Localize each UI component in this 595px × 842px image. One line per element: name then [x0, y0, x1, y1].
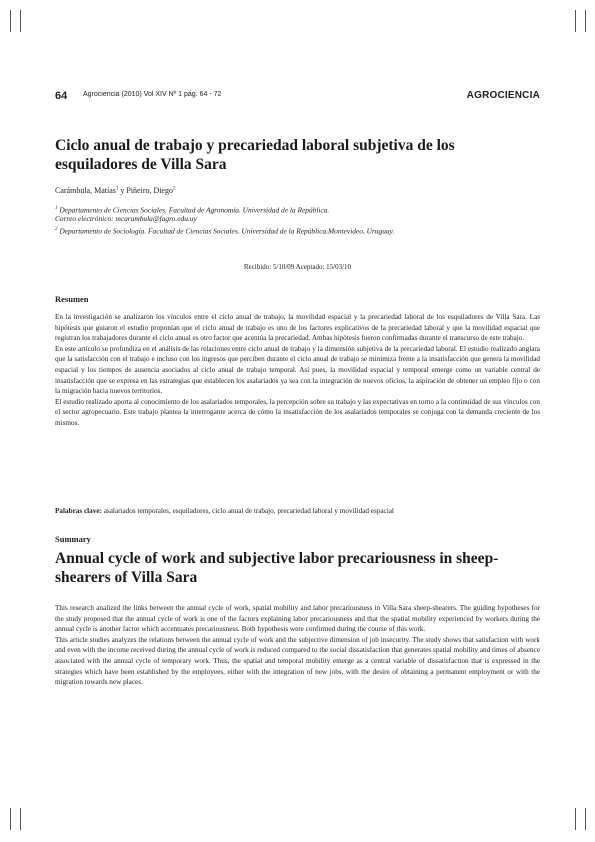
affil-1-sup: 1: [55, 206, 58, 211]
summary-body: [55, 603, 540, 688]
summary-paragraph: This article studies analyzes the relations between the annual cycle of work and the subjective dimension of job insecurity. The study shows that satisfaction with work and even with the income received during the annual cycle of work is reduced compared to the social dissatisfaction that generates spatial mobility and times of absence associated with the annual cycle of temporary work. Thus, the spatial and temporal mobility emerge as a central variable of dissatisfaction that is expressed in the strategies which have been established by the employees, either with the integration of new jobs, with the desire of obtaining a permanent employment or with the migration towards new places.: [55, 635, 540, 687]
author-2-sup: 2: [173, 186, 176, 192]
affil-2-text: Departamento de Sociología. Facultad de Ciencias Sociales. Universidad de la República.Montevideo, Uruguay.: [57, 226, 395, 236]
keywords-label: Palabras clave:: [55, 507, 102, 515]
author-1-sup: 1: [115, 186, 119, 192]
crop-mark: [20, 10, 21, 32]
affil-2-sup: 2: [55, 227, 58, 232]
running-header: [55, 90, 540, 104]
resumen-paragraph: En la investigación se analizaron los vínculos entre el ciclo anual de trabajo, la movilidad espacial y la precariedad laboral de los esquiladores de Villa Sara. Las hipótesis que guiaron el estudio proponían que el ciclo anual de trabajo es uno de los factores explicativos de la precariedad laboral y que la movilidad espacial que registran los trabajadores durante el ciclo anual es otro factor que acentúa la precariedad. Ambas hipótesis fueron confirmadas durante el transcurso de este trabajo.: [55, 313, 540, 343]
resumen-paragraph: El estudio realizado aporta al conocimiento de los asalariados temporales, la percepción sobre su trabajo y las expectativas en torno a la continuidad de sus vínculos con el sector agropecuario. Este trabajo plantea la interrogante acerca de cómo la insatisfacción de los asalariados temporales se conjuga con la demanda creciente de los mismos.: [55, 397, 540, 427]
article-title-es: Ciclo anual de trabajo y precariedad laboral subjetiva de los esquiladores de Villa Sara: [55, 137, 455, 173]
keywords: [55, 507, 540, 515]
keywords-text: asalariados temporales, esquiladores, ciclo anual de trabajo, precariedad laboral y movilidad espacial: [101, 507, 394, 515]
crop-mark: [575, 808, 576, 830]
crop-mark: [10, 10, 11, 32]
journal-brand: AGROCIENCIA: [466, 90, 540, 101]
dates: Recibido: 5/10/09 Aceptado: 15/03/10: [243, 263, 352, 271]
crop-mark: [585, 808, 586, 830]
crop-mark: [20, 808, 21, 830]
resumen-heading: Resumen: [55, 294, 89, 304]
resumen-paragraph: En este artículo se profundiza en el análisis de las relaciones entre ciclo anual de trabajo y la dimensión subjetiva de la precariedad laboral. El estudio realizado anglara que la satisfacción con el trabajo e incluso con los ingresos que perciben durante el ciclo anual de trabajo se minimiza frente a la insatisfacción que genera la movilidad espacial y los tiempos de ausencia asociados al ciclo anual de trabajo temporal. Así pues, la movilidad espacial y temporal emerge como un variable central de insatisfacción que se expresa en las estrategias que establecen los asalariados ya sea con la integración de nuevos oficios, la aspiración de obtener un empleo fijo o con la migración hacia nuevos territorios.: [55, 344, 540, 396]
article-title-en: Annual cycle of work and subjective labor precariousness in sheep-shearers of Villa Sara: [55, 550, 499, 586]
summary-paragraph: This research analized the links between the annual cycle of work, spatial mobility and labor precariousness in Villa Sara sheep-shearers. The guiding hypotheses for the study proposed that the annual cycle of work is one of the factors explaining labor precariousness and that the spatial mobility experienced by workers during the annual cycle is another factor which accentuates precariousness. Both hypothesis were confirmed during the course of this work.: [55, 604, 540, 634]
author-1: Carámbula, Matías: [55, 186, 116, 195]
author-2: y Piñeiro, Diego: [118, 186, 174, 195]
email[interactable]: Correo electrónico: mcarambula@fagro.edu.uy: [55, 214, 197, 223]
summary-heading: Summary: [55, 534, 91, 544]
page-number: 64: [55, 90, 68, 102]
resumen-body: [55, 312, 540, 429]
affil-1-text: Departamento de Ciencias Sociales. Facultad de Agronomía. Universidad de la República.: [57, 205, 330, 215]
crop-mark: [575, 10, 576, 32]
authors: [55, 186, 176, 195]
crop-mark: [10, 808, 11, 830]
affiliation-2: [55, 225, 540, 237]
journal-reference: Agrociencia (2010) Vol XIV Nº 1 pág. 64 - 72: [83, 91, 222, 98]
crop-mark: [585, 10, 586, 32]
